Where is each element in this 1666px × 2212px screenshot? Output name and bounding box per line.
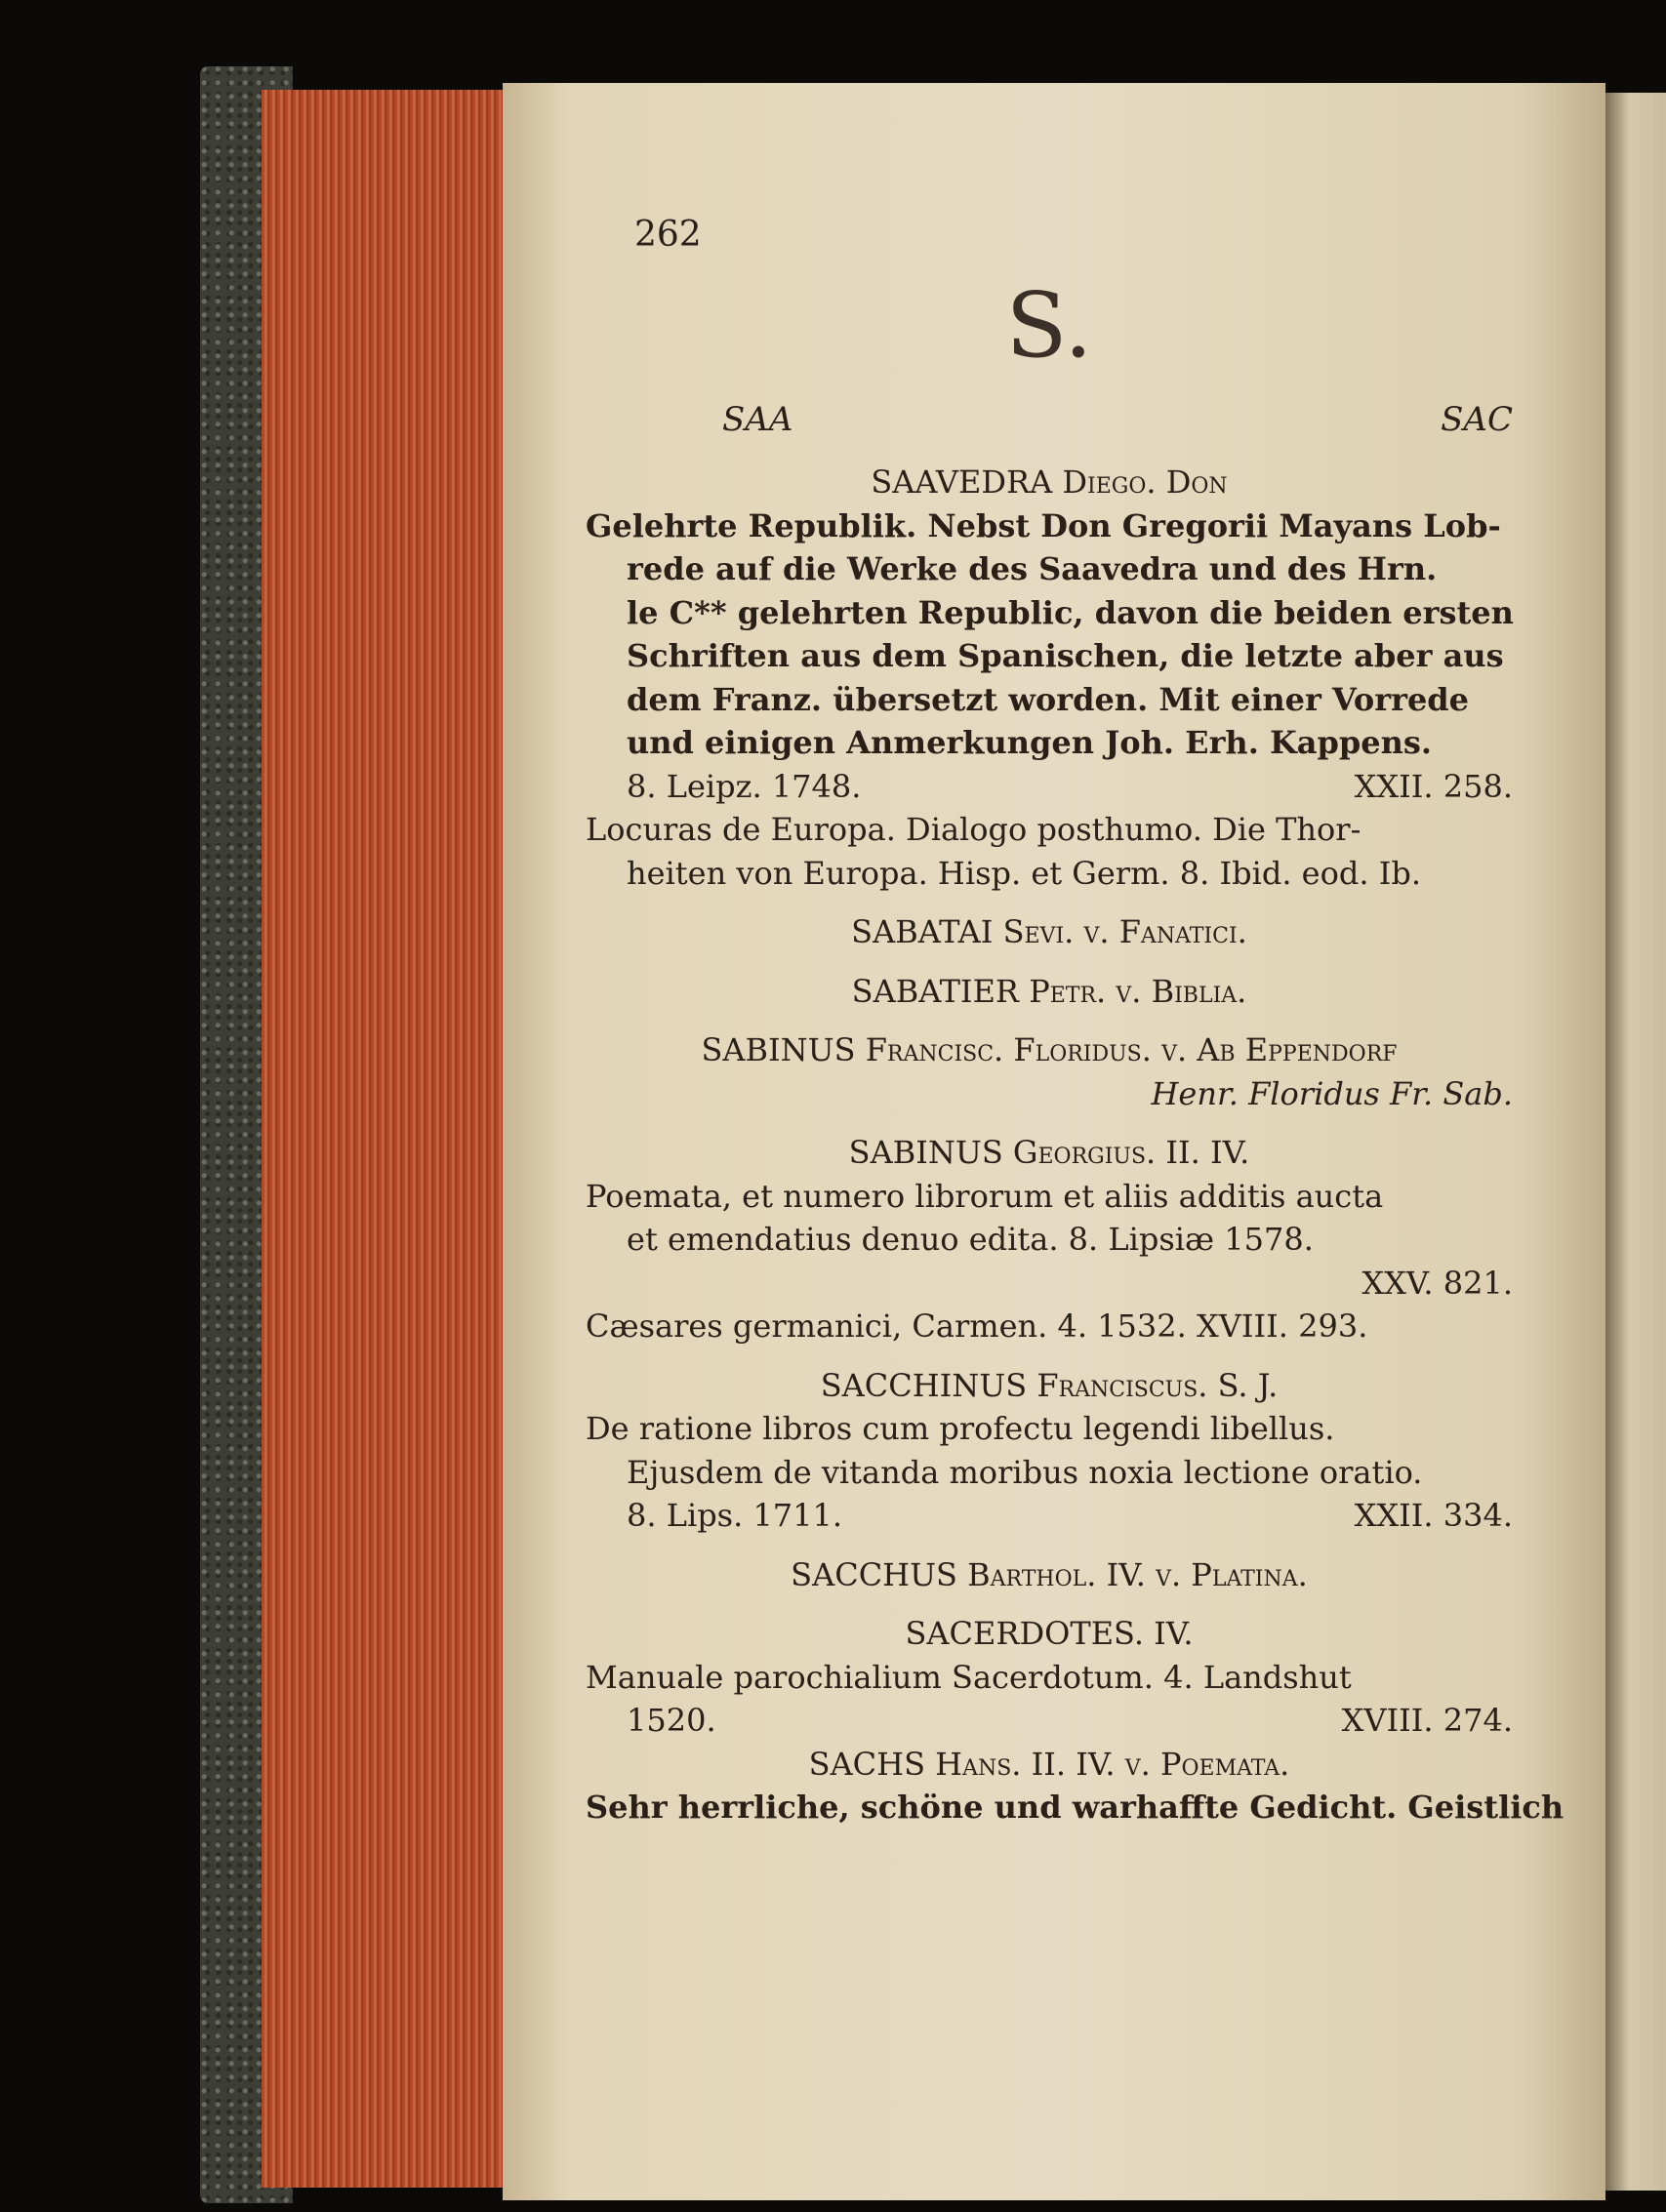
entry-reference: XXII. 334.: [1354, 1497, 1513, 1534]
entry-heading: SABATIER Petr. v. Biblia.: [851, 972, 1247, 1010]
page-block-edge: [262, 90, 510, 2188]
entry-text: heiten von Europa. Hisp. et Germ. 8. Ibid. eod. Ib.: [627, 854, 1421, 892]
facing-page-edge: [1605, 93, 1666, 2191]
entry-reference: XXII. 258.: [1354, 767, 1513, 805]
entry-text: dem Franz. übersetzt worden. Mit einer Vorrede: [627, 680, 1470, 718]
entry-heading: SACERDOTES. IV.: [905, 1615, 1194, 1652]
entry-text: Manuale parochialium Sacerdotum. 4. Landshut: [586, 1658, 1352, 1696]
entry-text: Sehr herrliche, schöne und warhaffte Gedicht. Geistlich: [586, 1789, 1564, 1826]
entry-text: Henr. Floridus Fr. Sab.: [1151, 1074, 1513, 1112]
entry-heading: SABINUS Georgius. II. IV.: [848, 1134, 1250, 1171]
entry-heading: SAAVEDRA Diego. Don: [871, 463, 1228, 501]
entry-imprint: 8. Leipz. 1748.: [627, 767, 862, 805]
entry-reference: XVIII. 274.: [1341, 1702, 1513, 1739]
entry-text: De ratione libros cum profectu legendi libellus.: [586, 1410, 1335, 1447]
entry-citation: [586, 1699, 1513, 1743]
entry-citation: [586, 765, 1513, 809]
entry-heading: SACHS Hans. II. IV. v. Poemata.: [808, 1745, 1290, 1783]
entry-imprint: 8. Lips. 1711.: [627, 1497, 843, 1534]
page-number: 262: [634, 215, 702, 255]
page-content: [586, 185, 1564, 1991]
entry-text: le C** gelehrten Republic, davon die beiden ersten: [627, 593, 1514, 631]
entry-text: Locuras de Europa. Dialogo posthumo. Die Thor-: [586, 811, 1361, 848]
entry-imprint: 1520.: [627, 1702, 716, 1739]
entry-text: Ejusdem de vitanda moribus noxia lectione oratio.: [627, 1453, 1423, 1491]
running-head-left: SAA: [722, 400, 793, 439]
section-letter: S.: [1005, 273, 1093, 378]
entry-text: Cæsares germanici, Carmen. 4. 1532. XVIII. 293.: [586, 1307, 1368, 1345]
entry-text: Schriften aus dem Spanischen, die letzte aber aus: [627, 637, 1504, 674]
running-head-right: SAC: [1441, 400, 1513, 439]
entry-text: et emendatius denuo edita. 8. Lipsiæ 1578.: [627, 1221, 1314, 1258]
entry-heading: SABINUS Francisc. Floridus. v. Ab Eppendorf: [701, 1031, 1398, 1068]
entry-heading: SACCHINUS Franciscus. S. J.: [820, 1366, 1279, 1404]
entry-heading: SACCHUS Barthol. IV. v. Platina.: [791, 1555, 1308, 1593]
entry-text: Gelehrte Republik. Nebst Don Gregorii Mayans Lob-: [586, 506, 1501, 544]
entry-text: und einigen Anmerkungen Joh. Erh. Kappens.: [627, 724, 1433, 761]
entry-reference: XXV. 821.: [1361, 1264, 1513, 1302]
entries: [586, 461, 1564, 1830]
entry-text: rede auf die Werke des Saavedra und des Hrn.: [627, 550, 1438, 587]
entry-heading: SABATAI Sevi. v. Fanatici.: [851, 913, 1247, 950]
entry-citation: [586, 1494, 1513, 1538]
entry-text: Poemata, et numero librorum et aliis additis aucta: [586, 1177, 1384, 1215]
